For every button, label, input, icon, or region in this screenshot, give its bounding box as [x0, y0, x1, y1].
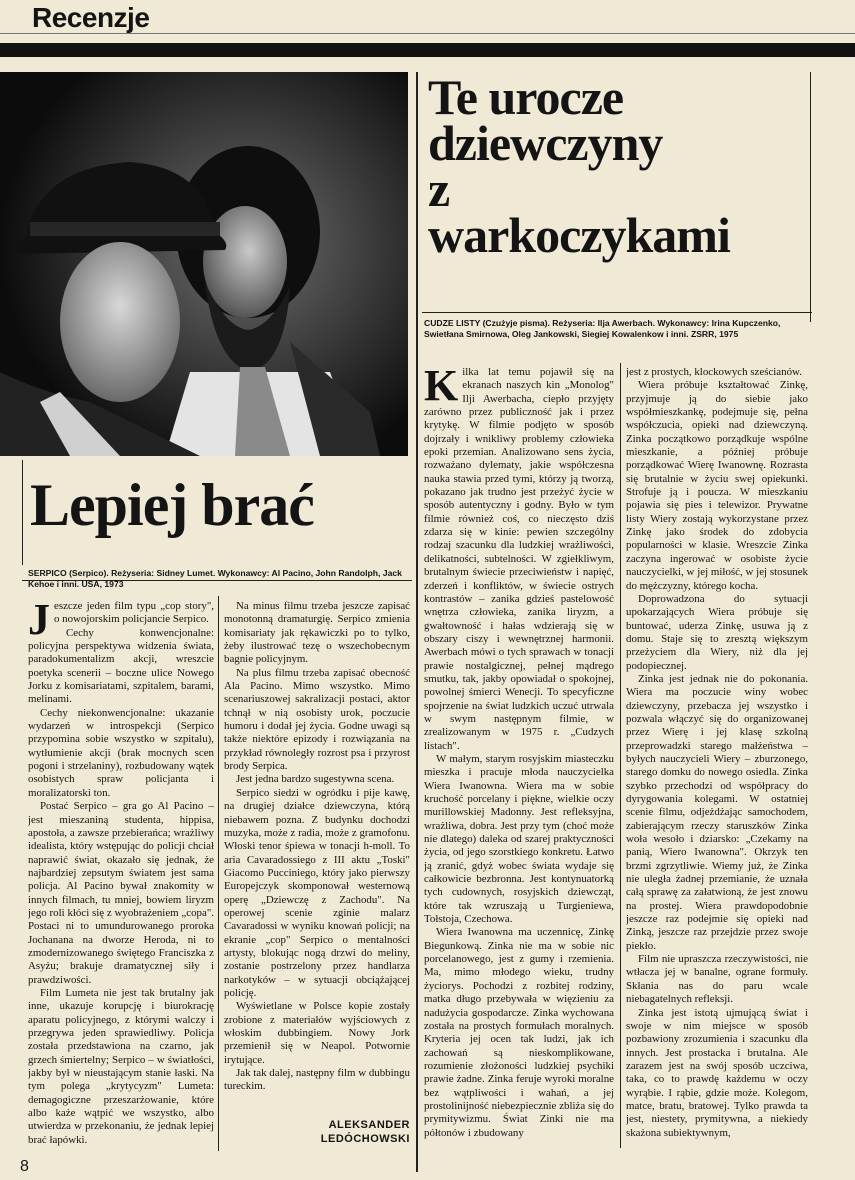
film-still-photo — [0, 72, 408, 456]
title-line: Te urocze — [428, 69, 624, 125]
right-review-column-1 — [424, 366, 614, 1156]
paragraph: Wyświetlane w Polsce kopie zostały zrobione z materiałów wyjściowych z włoskim dubbingiem. Nowy Jork przemienił się w Neapol. Potwornie irytujące. — [224, 1000, 410, 1066]
right-review-column-2 — [626, 366, 808, 1156]
author-signature — [250, 1118, 410, 1146]
header-black-bar — [0, 43, 855, 57]
paragraph: Zinka jest istotą ujmującą świat i swoje w nim miejsce w sposób pozbawiony zrozumienia i szacunku dla innych. Jest prostacka i brutalna. Ale zarazem jest na swój sposób uczciwa, taka, co to prawdę każdemu w oczy wyrąbie. I rąbie, gdzie może. Kolegom, matce, bratu, bratowej. Tylko prawda ta jest, niestety, prymitywna, a niekiedy skażona subiektywnym, — [626, 1006, 808, 1139]
header-thin-rule — [0, 33, 855, 34]
paragraph: Doprowadzona do sytuacji upokarzających Wiera próbuje się buntować, uderza Zinkę, usuwa ją z domu. Staje się to zresztą większym przeżyciem dla Wiery, niż dla jej podopiecznej. — [626, 592, 808, 672]
title-line: z — [428, 161, 450, 217]
right-review-credits: CUDZE LISTY (Czużyje pisma). Reżyseria: Ilja Awerbach. Wykonawcy: Irina Kupczenko, Swietłana Smirnowa, Oleg Jankowski, Siegiej Kowalenkow i inni. ZSRR, 1975 — [424, 318, 781, 339]
paragraph: Cechy niekonwencjonalne: ukazanie wydarzeń w introspekcji (Serpico przypomina sobie wszystko w szpitalu), wytłumienie akcji (brak mocnych scen pogoni i strzelaniny), rozbudowany wątek osobistych spraw policjanta i moralizatorski ton. — [28, 706, 214, 799]
paragraph: Serpico siedzi w ogródku i pije kawę, na drugiej działce dziewczyna, którą niebawem pozna. Z budynku dochodzi muzyka, może z radia, może z gramofonu. Włoski tenor śpiewa w tonacji h-moll. To aria Cavaradossiego z III aktu „Toski" Giacomo Pucciniego, który jako pierwszy Europejczyk skomponował westernową operę „Dziewczę z Zachodu". Na operowej scenie zginie malarz Cavaradossi w wyniku knowań policji; na ekranie „cop" Serpico o mentalności artysty, blokując nogą drzwi do meliny, zostanie postrzelony przez handlarza narkotyków – w sytuacji obciążającej policję. — [224, 786, 410, 999]
paragraph: Jest jedna bardzo sugestywna scena. — [236, 773, 395, 786]
paragraph: Cechy konwencjonalne: policyjna perspektywa widzenia świata, paradokumentalizm akcji, wreszcie poetyka scenerii – boczne ulice Nowego Jorku z komisariatami, szpitalem, barami, melinami. — [28, 626, 214, 706]
column-divider-left — [218, 596, 219, 1151]
right-title-rule — [810, 72, 811, 322]
paragraph: Film Lumeta nie jest tak brutalny jak inne, ukazuje korupcję i biurokrację aparatu policyjnego, z którymi walczy i przegrywa jeden sprawiedliwy. Policja została przedstawiona na czarno, jak grzech śmiertelny; Serpico – w światłości, jakby był w nieustającym stanie łaski. Na tym polega „krytycyzm" Lumeta: demagogiczne przeszarżowanie, które albo każe wątpić we wszystko, albo utwierdza w przekonaniu, że jednak lepiej brać łapówki. — [28, 986, 214, 1146]
author-line: LEDÓCHOWSKI — [320, 1133, 410, 1145]
column-divider-main — [416, 72, 418, 1172]
paragraph: Zinka jest jednak nie do pokonania. Wiera ma poczucie winy wobec dziewczyny, przebacza jej wszystko i pozwala włączyć się do organizowanej przez Wierę i jej klasę szkolną przeprowadzki starego małżeństwa – byłych nauczycieli Wiery – zburzonego, starego domku do nowego osiedla. Zinka szybko przechodzi od współpracy do dyrygowania kolegami. W ostatniej scenie filmu, odjeżdżając samochodem, zabierającym rzeczy staruszków Zinka woła wesoło i dziarsko: „Czekamy na panią, Wiero Iwanowna". Okrzyk ten brzmi zgrzytliwie. Wiemy już, że Zinka nie uległa żadnej przemianie, że uznała całą sprawę za załatwioną, że jest znowu na prostej. Wiera prawdopodobnie jeszcze raz podejmie się opieki nad Zinką, jeszcze raz przejdzie przez swoje piekło. — [626, 672, 808, 952]
paragraph: Wiera Iwanowna ma uczennicę, Zinkę Biegunkową. Zinka nie ma w sobie nic porcelanowego, jest z gumy i rzemienia. Ma, mimo młodego wieku, trudny życiorys. Pochodzi z rozbitej rodziny, matka długo przebywała w więzieniu za nadużycia gospodarcze. Zinka wychowana została na prostych formułach moralnych. Kryteria jej ocen tak ludzi, jak ich zachowań są nieskomplikowane, rozumienie złożoności ludzkiej psychiki prawie żadne. Zinka feruje wyroki moralne bez wątpliwości i wahań, a jej prostolinijność niebezpiecznie zbliża się do prymitywizmu. Świat Zinki nie ma półtonów i zbudowany — [424, 926, 614, 1139]
section-title: Recenzje — [32, 2, 150, 33]
paragraph: Na plus filmu trzeba zapisać obecność Ala Pacino. Mimo wszystko. Mimo scenariuszowej sakralizacji postaci, aktor tchnął w nią osobisty urok, poczucie humoru i dodał jej życia. Godne uwagi są także niektóre epizody i rozwiązania na przykład równoległy rozrost psa i przyrost brody Serpica. — [224, 666, 410, 773]
right-credits-rule-top — [422, 312, 812, 313]
paragraph: Wiera próbuje kształtować Zinkę, przyjmuje ją do siebie jako współmieszkankę, podejmuje się, pełna współczucia, opieki nad dziewczyną. Zinka początkowo porządkuje wspólne mieszkanie, a później próbuje porządkować Wierę Iwanownę. Rozrasta się brutalnie w życiu swej opiekunki. Strofuje ją i poucza. W mieszkaniu pojawia się pies i telewizor. Prywatne listy Wiery zostają wykorzystane przez Zinkę jako środek do zdobycia popularności w klasie. Wreszcie Zinka zaczyna ingerować w osobiste życie nauczycielki, w jej miłość, w jej stosunek do mężczyzny, którego kocha. — [626, 379, 808, 592]
left-review-credits: SERPICO (Serpico). Reżyseria: Sidney Lumet. Wykonawcy: Al Pacino, John Randolph, Jack Kehoe i inni. USA, 1973 — [28, 568, 402, 589]
paragraph: eszcze jeden film typu „cop story", o nowojorskim policjancie Serpico. — [54, 600, 214, 626]
paragraph: Jak tak dalej, następny film w dubbingu tureckim. — [224, 1067, 410, 1093]
title-line: dziewczyny — [428, 115, 663, 171]
left-review-column-2 — [224, 600, 410, 1100]
paragraph: Na minus filmu trzeba jeszcze zapisać monotonną dramaturgię. Serpico zmienia komisariaty jak rękawiczki po to tylko, żeby ilustrować tezę o wszechobecnym bagnie policyjnym. — [224, 600, 410, 666]
left-review-column-1 — [28, 600, 214, 1160]
column-divider-right — [620, 363, 621, 1148]
left-review-title: Lepiej brać — [30, 472, 314, 538]
paragraph: Film nie upraszcza rzeczywistości, nie wtłacza jej w banalne, ograne formuły. Skłania nas do paru wcale niebagatelnych refleksji. — [626, 953, 808, 1006]
page-number: 8 — [20, 1158, 29, 1175]
paragraph: ilka lat temu pojawił się na ekranach naszych kin „Monolog" Ilji Awerbacha, ciepło przyjęty zarówno przez publiczność jak i przez krytykę. W filmie podjęto w sposób dojrzały i wnikliwy problemy człowieka epoki przemian. Analizowano sens życia, rozważano dylematy, jakie współczesna nauka stawia przed tymi, którzy ją tworzą, pokazano jak trudno jest przeżyć życie w sposób autentyczny i godny. Było w tym filmie również coś, co nieczęsto dziś zdarza się w kinie: pewien szczególny rodzaj szacunku dla ludzkiej wrażliwości, delikatności, subtelności. W zgiełkliwym, brutalnym świecie przeciwieństw i napięć, zderzeń i konfliktów, w świecie ostrych kontrastów – zanika gdzieś pastelowość wnętrza człowieka, zanika liryzm, a gwałtowność i hałas wdzierają się w obszary ciszy i wewnętrznej harmonii. Awerbach mówi o tych sprawach w tonacji prawie nostalgicznej, pełnej mądrego smutku, tak, jakby opowiadał o spokojnej, powolnej śmierci Wenecji. To specyficzne spojrzenie na świat ludzkich uczuć utrwala w swym następnym filmie, w zrealizowanym w 1975 r. „Cudzych listach". — [424, 366, 614, 752]
title-line: warkoczykami — [428, 207, 730, 263]
paragraph: W małym, starym rosyjskim miasteczku mieszka i pracuje młoda nauczycielka Wiera Iwanowna. Wiera ma w sobie kruchość porcelany i piękne, wielkie oczy murillowskiej Madonny. Jest refleksyjna, wrażliwa, dobra. Jest przy tym (choć może nie dlatego) daleka od szarej praktyczności życia, od jego szorstkiego konkretu. Łatwo ją zranić, gdyż wobec świata wydaje się całkowicie bezbronna. Jest kontynuatorką tych cudownych, rosyjskich dziewcząt, które tak wzruszają u Turgieniewa, Tołstoja, Czechowa. — [424, 752, 614, 926]
drop-cap: K — [424, 366, 459, 410]
author-line: ALEKSANDER — [328, 1119, 410, 1131]
right-review-title — [428, 69, 808, 263]
left-title-rule — [22, 460, 23, 565]
drop-cap: J — [28, 600, 50, 644]
paragraph: jest z prostych, klockowych sześcianów. — [626, 366, 802, 378]
paragraph: Postać Serpico – gra go Al Pacino – jest mieszaniną studenta, hippisa, apostoła, a zawsze przebierańca; wrażliwy idealista, który wstępując do policji chciał naprawić świat, okazało się jednak, że najbardziej zepsutym światem jest sama policja. Al Pacino bywał znakomity w innych filmach, tu mniej, bowiem liryzm jego roli kłóci się z wyobrażeniem „copa". Postaci ni to umundurowanego proroka Jochanana na dworze Heroda, ni to zmodernizowanego świętego Franciszka z Asyżu; brakuje dramatycznej siły i prawdziwości. — [28, 800, 214, 986]
